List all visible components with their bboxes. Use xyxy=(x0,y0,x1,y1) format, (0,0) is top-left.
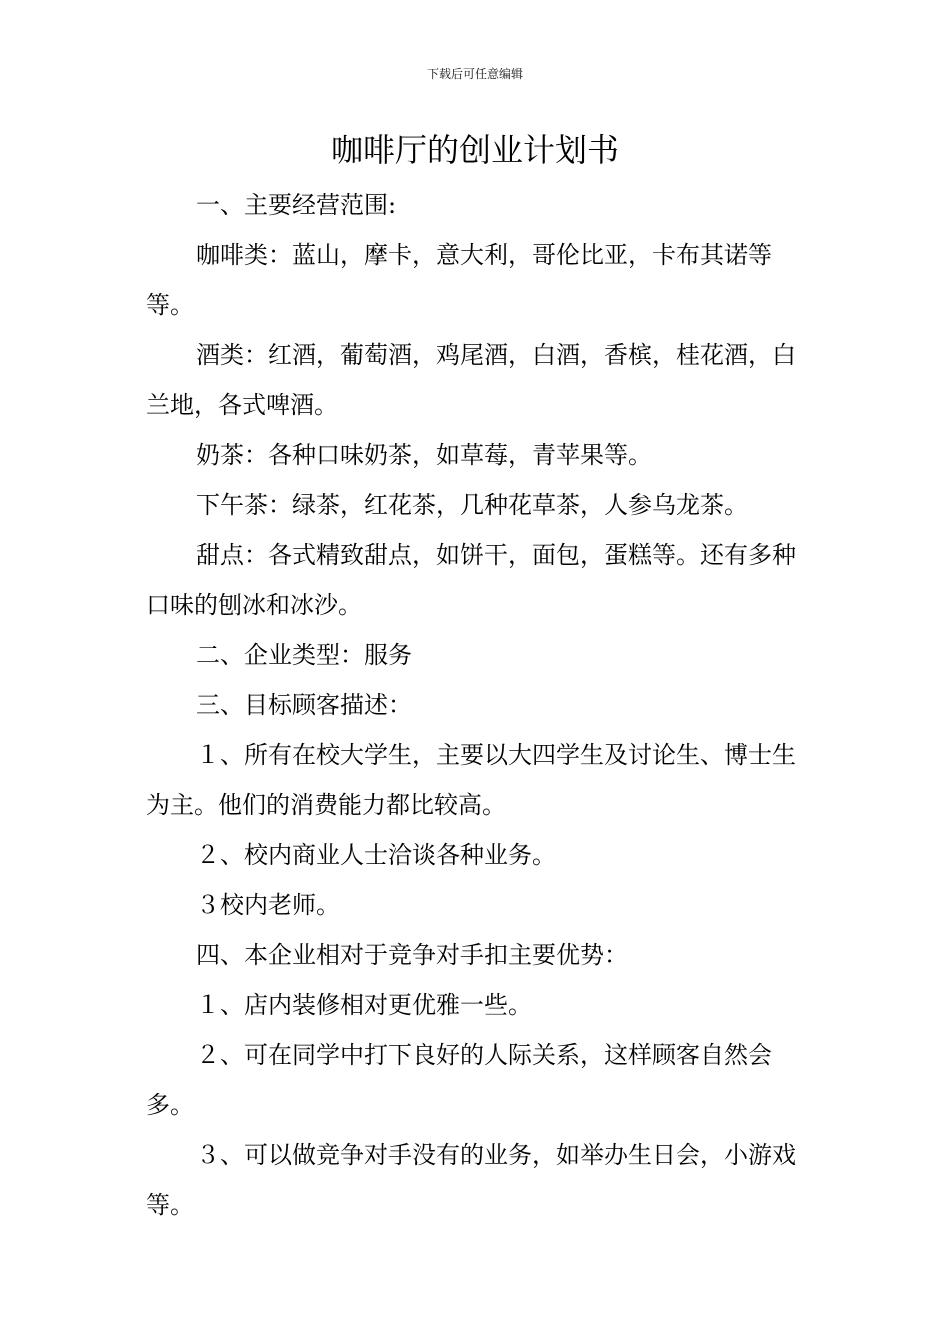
document-title: 咖啡厅的创业计划书 xyxy=(330,131,619,169)
list-item-advantages-1: １、店内装修相对更优雅一些。 xyxy=(196,991,532,1019)
list-item-customers-1: １、所有在校大学生，主要以大四学生及讨论生、博士生为主。他们的消费能力都比较高。 xyxy=(146,741,796,819)
paragraph-coffee: 咖啡类：蓝山，摩卡，意大利，哥伦比亚，卡布其诺等等。 xyxy=(146,241,772,319)
section-heading-business-type: 二、企业类型：服务 xyxy=(196,641,412,669)
paragraph-milk-tea: 奶茶：各种口味奶茶，如草莓，青苹果等。 xyxy=(196,441,652,469)
section-heading-scope: 一、主要经营范围: xyxy=(196,191,397,219)
document-body xyxy=(146,180,810,1230)
list-item-customers-3: ３校内老师。 xyxy=(196,891,340,919)
section-heading-advantages: 四、本企业相对于竞争对手扣主要优势： xyxy=(196,941,628,969)
list-item-advantages-3: ３、可以做竞争对手没有的业务，如举办生日会，小游戏等。 xyxy=(146,1141,796,1219)
section-heading-target-customers: 三、目标顾客描述： xyxy=(196,691,412,719)
list-item-customers-2: ２、校内商业人士洽谈各种业务。 xyxy=(196,841,556,869)
paragraph-desserts: 甜点：各式精致甜点，如饼干，面包，蛋糕等。还有多种口味的刨冰和冰沙。 xyxy=(146,541,796,619)
list-item-advantages-2: ２、可在同学中打下良好的人际关系，这样顾客自然会多。 xyxy=(146,1041,772,1119)
paragraph-afternoon-tea: 下午茶：绿茶，红花茶，几种花草茶，人参乌龙茶。 xyxy=(196,491,748,519)
header-note: 下载后可任意编辑 xyxy=(426,67,523,81)
paragraph-wine: 酒类：红酒，葡萄酒，鸡尾酒，白酒，香槟，桂花酒，白兰地，各式啤酒。 xyxy=(146,341,796,419)
